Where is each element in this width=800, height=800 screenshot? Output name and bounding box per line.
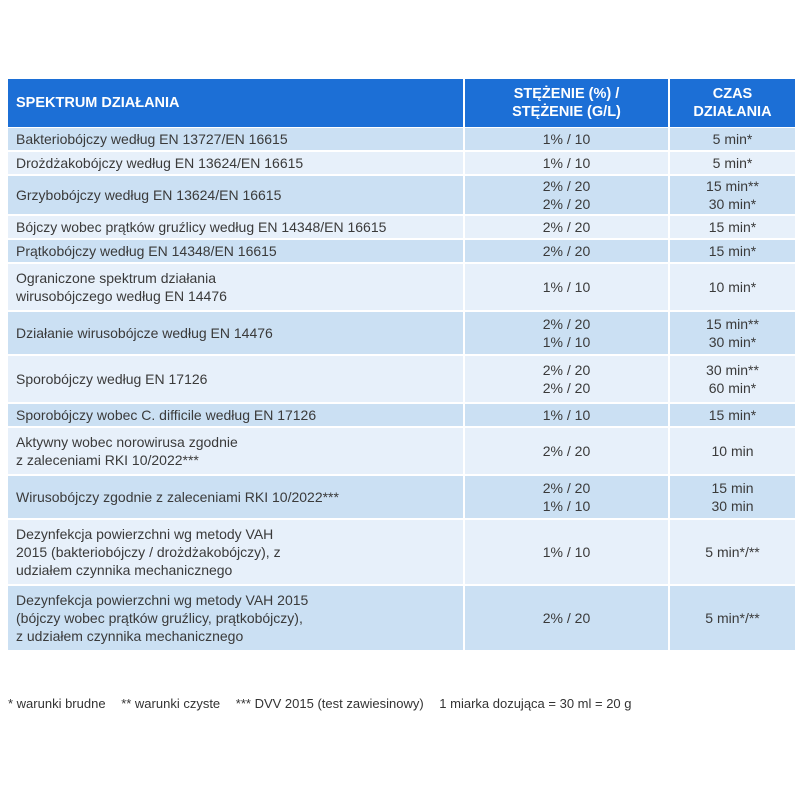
spectrum-cell-line: Aktywny wobec norowirusa zgodnie: [16, 434, 238, 450]
table-row: [8, 428, 795, 476]
footnote-dosing: 1 miarka dozująca = 30 ml = 20 g: [439, 696, 632, 711]
spectrum-cell-line: z udziałem czynnika mechanicznego: [16, 628, 244, 644]
header-concentration-line2: STĘŻENIE (G/L): [512, 104, 621, 120]
table-row: [8, 152, 795, 176]
concentration-cell-line: 2% / 20: [542, 380, 591, 396]
table-row: [8, 176, 795, 216]
concentration-cell-line: 2% / 20: [542, 443, 591, 459]
spectrum-cell-line: Bakteriobójczy według EN 13727/EN 16615: [16, 131, 288, 147]
time-cell-line: 15 min*: [708, 407, 757, 423]
time-cell-line: 10 min: [711, 443, 754, 459]
concentration-cell-line: 1% / 10: [542, 334, 591, 350]
concentration-cell: [465, 356, 668, 404]
table-row: [8, 586, 795, 652]
spectrum-cell-line: Ograniczone spektrum działania: [16, 270, 216, 286]
time-cell: [670, 520, 795, 586]
concentration-cell-line: 2% / 20: [542, 219, 591, 235]
concentration-cell-line: 2% / 20: [542, 178, 591, 194]
spectrum-cell-line: Wirusobójczy zgodnie z zaleceniami RKI 10/2022***: [16, 489, 339, 505]
header-time-line2: DZIAŁANIA: [693, 104, 772, 120]
time-cell-line: 30 min**: [706, 362, 759, 378]
spectrum-cell: [8, 128, 463, 152]
concentration-cell-line: 1% / 10: [542, 279, 591, 295]
time-cell-line: 60 min*: [708, 380, 757, 396]
concentration-cell-line: 2% / 20: [542, 316, 591, 332]
concentration-cell: [465, 404, 668, 428]
table-row: [8, 476, 795, 520]
concentration-cell-line: 2% / 20: [542, 362, 591, 378]
spectrum-cell-line: Grzybobójczy według EN 13624/EN 16615: [16, 187, 282, 203]
time-cell: [670, 264, 795, 312]
time-cell-line: 30 min*: [708, 334, 757, 350]
spectrum-cell: [8, 428, 463, 476]
spectrum-cell-line: Drożdżakobójczy według EN 13624/EN 16615: [16, 155, 304, 171]
spectrum-cell-line: Prątkobójczy według EN 14348/EN 16615: [16, 243, 277, 259]
spectrum-cell-line: Dezynfekcja powierzchni wg metody VAH 2015: [16, 592, 309, 608]
concentration-cell: [465, 520, 668, 586]
footnote-dvv: *** DVV 2015 (test zawiesinowy): [235, 696, 424, 711]
table-row: [8, 520, 795, 586]
time-cell-line: 15 min**: [706, 316, 759, 332]
concentration-cell: [465, 586, 668, 652]
concentration-cell: [465, 152, 668, 176]
table-row: [8, 240, 795, 264]
table-row: [8, 264, 795, 312]
concentration-cell: [465, 428, 668, 476]
time-cell: [670, 176, 795, 216]
time-cell: [670, 476, 795, 520]
concentration-cell: [465, 312, 668, 356]
table-row: [8, 356, 795, 404]
table-row: [8, 404, 795, 428]
time-cell: [670, 312, 795, 356]
time-cell: [670, 128, 795, 152]
time-cell: [670, 240, 795, 264]
table-row: [8, 312, 795, 356]
header-concentration: [465, 79, 668, 128]
footnote-clean: ** warunki czyste: [121, 696, 221, 711]
spectrum-cell-line: Sporobójczy według EN 17126: [16, 371, 208, 387]
spectrum-cell-line: wirusobójczego według EN 14476: [16, 288, 227, 304]
spectrum-cell: [8, 586, 463, 652]
header-time-line1: CZAS: [712, 86, 753, 102]
header-concentration-line1: STĘŻENIE (%) /: [513, 86, 620, 102]
concentration-cell: [465, 264, 668, 312]
time-cell-line: 5 min*: [712, 155, 753, 171]
time-cell-line: 30 min: [711, 498, 754, 514]
time-cell-line: 10 min*: [708, 279, 757, 295]
concentration-cell: [465, 476, 668, 520]
spectrum-cell-line: 2015 (bakteriobójczy / drożdżakobójczy), z: [16, 544, 281, 560]
spectrum-cell-line: udziałem czynnika mechanicznego: [16, 562, 233, 578]
spectrum-cell: [8, 356, 463, 404]
concentration-cell-line: 1% / 10: [542, 155, 591, 171]
time-cell-line: 15 min*: [708, 219, 757, 235]
spectrum-cell-line: Bójczy wobec prątków gruźlicy według EN 14348/EN 16615: [16, 219, 387, 235]
spectrum-table: [6, 79, 797, 652]
time-cell-line: 15 min**: [706, 178, 759, 194]
table-row: [8, 216, 795, 240]
concentration-cell: [465, 216, 668, 240]
time-cell: [670, 356, 795, 404]
concentration-cell: [465, 240, 668, 264]
spectrum-cell: [8, 216, 463, 240]
time-cell-line: 30 min*: [708, 196, 757, 212]
time-cell-line: 5 min*: [712, 131, 753, 147]
time-cell-line: 15 min*: [708, 243, 757, 259]
spectrum-cell-line: Dezynfekcja powierzchni wg metody VAH: [16, 526, 274, 542]
concentration-cell-line: 1% / 10: [542, 544, 591, 560]
spectrum-table-container: [8, 79, 791, 652]
header-spectrum: SPEKTRUM DZIAŁANIA: [8, 79, 463, 128]
time-cell-line: 5 min*/**: [705, 610, 760, 626]
spectrum-cell-line: (bójczy wobec prątków gruźlicy, prątkobójczy),: [16, 610, 303, 626]
time-cell: [670, 586, 795, 652]
concentration-cell-line: 1% / 10: [542, 407, 591, 423]
time-cell-line: 15 min: [711, 480, 754, 496]
table-row: [8, 128, 795, 152]
header-time: [670, 79, 795, 128]
table-body: [8, 128, 795, 652]
spectrum-cell: [8, 520, 463, 586]
spectrum-cell: [8, 176, 463, 216]
time-cell: [670, 216, 795, 240]
time-cell-line: 5 min*/**: [705, 544, 760, 560]
concentration-cell-line: 2% / 20: [542, 610, 591, 626]
concentration-cell-line: 1% / 10: [542, 131, 591, 147]
spectrum-cell-line: Działanie wirusobójcze według EN 14476: [16, 325, 273, 341]
concentration-cell-line: 2% / 20: [542, 243, 591, 259]
concentration-cell: [465, 176, 668, 216]
time-cell: [670, 404, 795, 428]
spectrum-cell: [8, 264, 463, 312]
time-cell: [670, 152, 795, 176]
table-header-row: [8, 79, 795, 128]
concentration-cell-line: 2% / 20: [542, 196, 591, 212]
spectrum-cell-line: z zaleceniami RKI 10/2022***: [16, 452, 199, 468]
spectrum-cell: [8, 404, 463, 428]
footnote-dirty: * warunki brudne: [8, 696, 106, 711]
spectrum-cell: [8, 152, 463, 176]
time-cell: [670, 428, 795, 476]
concentration-cell-line: 2% / 20: [542, 480, 591, 496]
spectrum-cell-line: Sporobójczy wobec C. difficile według EN 17126: [16, 407, 317, 423]
spectrum-cell: [8, 240, 463, 264]
spectrum-cell: [8, 312, 463, 356]
concentration-cell: [465, 128, 668, 152]
spectrum-cell: [8, 476, 463, 520]
footnotes: [8, 696, 644, 711]
concentration-cell-line: 1% / 10: [542, 498, 591, 514]
